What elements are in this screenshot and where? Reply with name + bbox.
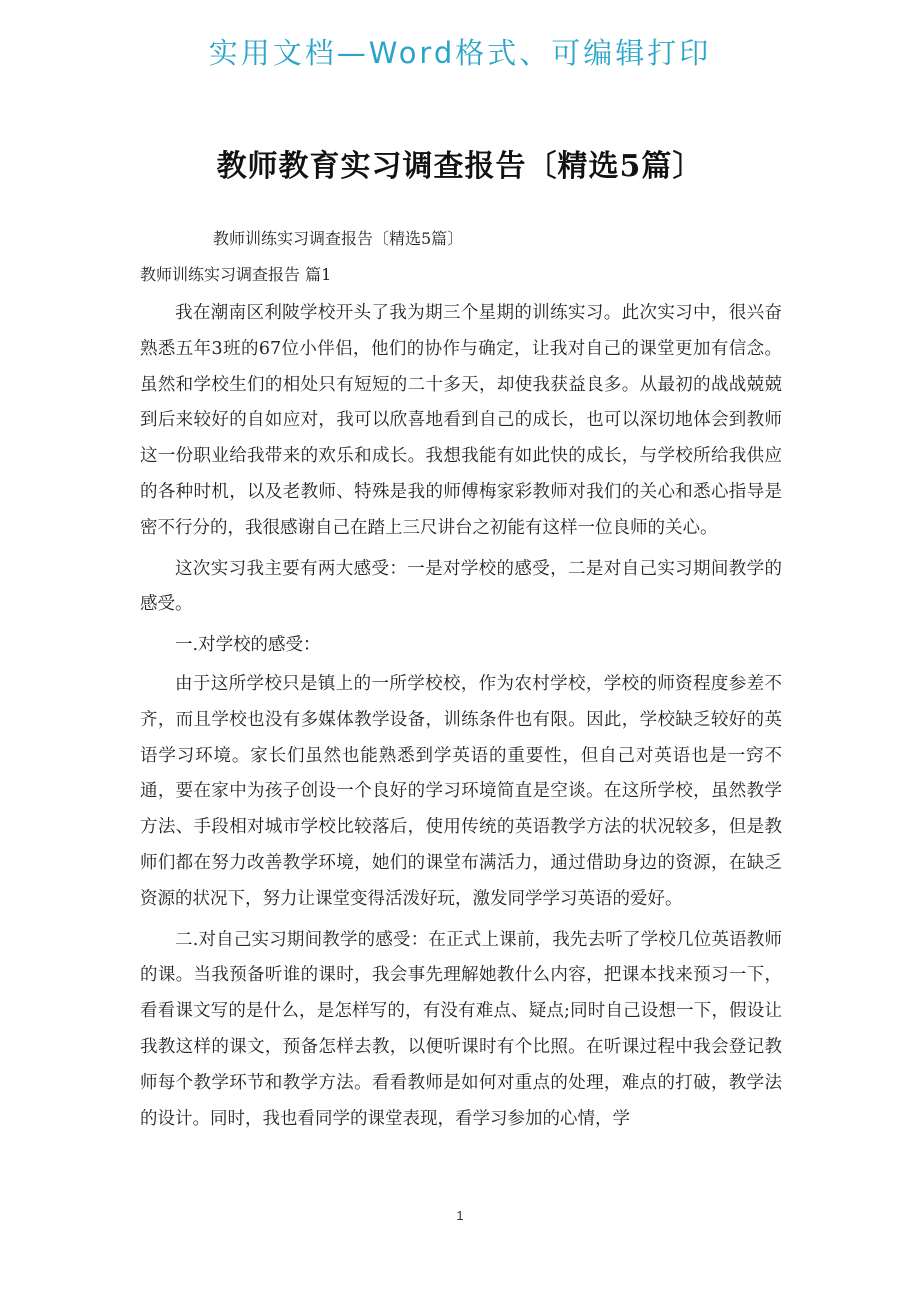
paragraph: 一.对学校的感受： <box>175 635 321 656</box>
paragraph: 这次实习我主要有两大感受：一是对学校的感受，二是对自己实习期间教学的感受。 <box>140 558 782 615</box>
paragraph: 由于这所学校只是镇上的一所学校校，作为农村学校，学校的师资程度参差不齐，而且学校也没有多媒体教学设备，训练条件也有限。因此，学校缺乏较好的英语学习环境。家长们虽然也能熟悉到学英语的重要性，但自己对英语也是一窍不通，要在家中为孩子创设一个良好的学习环境简直是空谈。在这所学校，虽然教学方法、手段相对城市学校比较落后，使用传统的英语教学方法的状况较多，但是教师们都在努力改善教学环境，她们的课堂布满活力，通过借助身边的资源，在缺乏资源的状况下，努力让课堂变得活泼好玩，激发同学学习英语的爱好。 <box>140 673 782 909</box>
body-text <box>140 296 782 1142</box>
section-heading: 教师训练实习调查报告 篇1 <box>140 265 332 284</box>
paragraph: 我在潮南区利陂学校开头了我为期三个星期的训练实习。此次实习中，很兴奋熟悉五年3班的67位小伴侣，他们的协作与确定，让我对自己的课堂更加有信念。虽然和学校生们的相处只有短短的二十多天，却使我获益良多。从最初的战战兢兢到后来较好的自如应对，我可以欣喜地看到自己的成长，也可以深切地体会到教师这一份职业给我带来的欢乐和成长。我想我能有如此快的成长，与学校所给我供应的各种时机，以及老教师、特殊是我的师傅梅家彩教师对我们的关心和悉心指导是密不行分的，我很感谢自己在踏上三尺讲台之初能有这样一位良师的关心。 <box>140 303 782 538</box>
document-subtitle: 教师训练实习调查报告〔精选5篇〕 <box>213 229 464 248</box>
header-banner: 实用文档—Word格式、可编辑打印 <box>208 36 712 70</box>
document-title: 教师教育实习调查报告〔精选5篇〕 <box>216 149 704 184</box>
page-number: 1 <box>456 1208 464 1223</box>
paragraph: 二.对自己实习期间教学的感受：在正式上课前，我先去听了学校几位英语教师的课。当我预备听谁的课时，我会事先理解她教什么内容，把课本找来预习一下，看看课文写的是什么，是怎样写的，有没有难点、疑点;同时自己设想一下，假设让我教这样的课文，预备怎样去教，以便听课时有个比照。在听课过程中我会登记教师每个教学环节和教学方法。看看教师是如何对重点的处理，难点的打破，教学法的设计。同时，我也看同学的课堂表现，看学习参加的心情，学 <box>140 929 782 1129</box>
